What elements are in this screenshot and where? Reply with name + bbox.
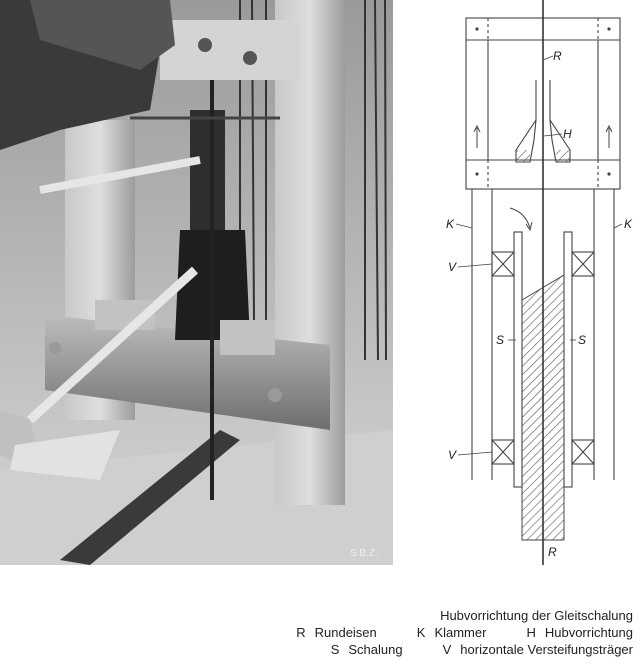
legend-key-K: K bbox=[416, 625, 426, 640]
label-K-left: K bbox=[446, 217, 455, 231]
caption-legend bbox=[213, 607, 633, 658]
label-H: H bbox=[563, 127, 572, 141]
caption-title: Hubvorrichtung der Gleitschalung bbox=[440, 608, 633, 623]
legend-row-2 bbox=[213, 641, 633, 658]
label-R-bottom: R bbox=[548, 545, 557, 559]
legend-text-R: Rundeisen bbox=[314, 625, 377, 640]
label-K-right: K bbox=[624, 217, 633, 231]
photo-watermark: S.B.Z. bbox=[350, 548, 378, 559]
label-V-top: V bbox=[448, 260, 457, 274]
technical-drawing bbox=[430, 0, 643, 580]
legend-text-H: Hubvorrichtung bbox=[544, 625, 633, 640]
label-R-top: R bbox=[553, 49, 562, 63]
legend-key-R: R bbox=[296, 625, 306, 640]
legend-key-S: S bbox=[330, 642, 340, 657]
legend-key-H: H bbox=[526, 625, 536, 640]
label-V-bottom: V bbox=[448, 448, 457, 462]
legend-row-1 bbox=[213, 624, 633, 641]
legend-text-K: Klammer bbox=[434, 625, 487, 640]
label-S-left: S bbox=[496, 333, 505, 347]
legend-text-V: horizontale Versteifungsträger bbox=[460, 642, 633, 657]
legend-text-S: Schalung bbox=[348, 642, 403, 657]
label-S-right: S bbox=[578, 333, 587, 347]
legend-key-V: V bbox=[442, 642, 452, 657]
